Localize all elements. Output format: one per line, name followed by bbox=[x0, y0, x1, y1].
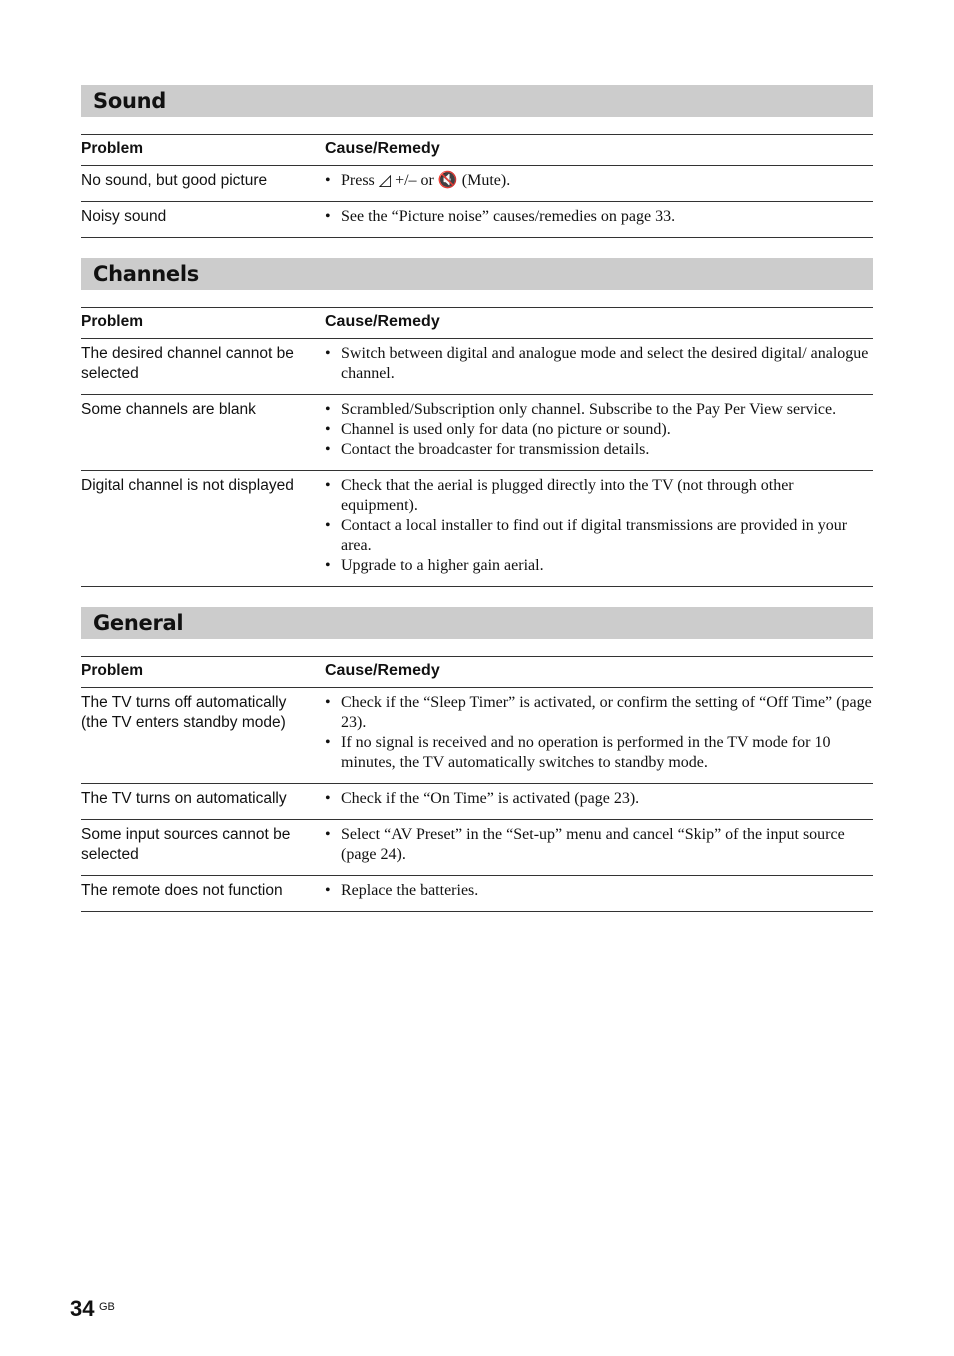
column-header-remedy: Cause/Remedy bbox=[325, 135, 873, 166]
problem-cell: The TV turns off automatically (the TV enters standby mode) bbox=[81, 688, 325, 784]
remedy-cell bbox=[325, 876, 873, 912]
channels-table bbox=[81, 307, 873, 587]
general-table bbox=[81, 656, 873, 912]
page-region-code: GB bbox=[99, 1301, 115, 1313]
remedy-cell bbox=[325, 166, 873, 202]
remedy-item: • Scrambled/Subscription only channel. Subscribe to the Pay Per View service. bbox=[325, 400, 873, 420]
section-title: General bbox=[93, 611, 184, 635]
remedy-cell bbox=[325, 784, 873, 820]
problem-cell: Some input sources cannot be selected bbox=[81, 820, 325, 876]
column-header-remedy: Cause/Remedy bbox=[325, 657, 873, 688]
problem-cell: Noisy sound bbox=[81, 202, 325, 238]
table-row bbox=[81, 471, 873, 587]
table-row bbox=[81, 688, 873, 784]
remedy-cell bbox=[325, 339, 873, 395]
remedy-item: • Select “AV Preset” in the “Set-up” menu and cancel “Skip” of the input source (page 24). bbox=[325, 825, 873, 865]
column-header-problem: Problem bbox=[81, 657, 325, 688]
table-row bbox=[81, 395, 873, 471]
problem-cell: The remote does not function bbox=[81, 876, 325, 912]
remedy-item: • Switch between digital and analogue mode and select the desired digital/ analogue channel. bbox=[325, 344, 873, 384]
table-header-row bbox=[81, 135, 873, 166]
remedy-cell bbox=[325, 688, 873, 784]
sound-table bbox=[81, 134, 873, 238]
remedy-item: • Check if the “On Time” is activated (page 23). bbox=[325, 789, 873, 809]
section-title: Channels bbox=[93, 262, 199, 286]
remedy-item: • Channel is used only for data (no picture or sound). bbox=[325, 420, 873, 440]
remedy-cell bbox=[325, 202, 873, 238]
section-header-sound bbox=[81, 85, 873, 117]
table-row bbox=[81, 784, 873, 820]
table-row bbox=[81, 820, 873, 876]
table-row bbox=[81, 876, 873, 912]
column-header-remedy: Cause/Remedy bbox=[325, 308, 873, 339]
remedy-item: • See the “Picture noise” causes/remedies on page 33. bbox=[325, 207, 873, 227]
table-row bbox=[81, 202, 873, 238]
page-number: 34 bbox=[70, 1296, 95, 1321]
table-row bbox=[81, 339, 873, 395]
problem-cell: Digital channel is not displayed bbox=[81, 471, 325, 587]
column-header-problem: Problem bbox=[81, 308, 325, 339]
problem-cell: The desired channel cannot be selected bbox=[81, 339, 325, 395]
problem-cell: No sound, but good picture bbox=[81, 166, 325, 202]
problem-cell: Some channels are blank bbox=[81, 395, 325, 471]
remedy-item: • If no signal is received and no operation is performed in the TV mode for 10 minutes, the TV automatically switches to standby mode. bbox=[325, 733, 873, 773]
column-header-problem: Problem bbox=[81, 135, 325, 166]
remedy-item: • Contact the broadcaster for transmission details. bbox=[325, 440, 873, 460]
table-row bbox=[81, 166, 873, 202]
section-title: Sound bbox=[93, 89, 166, 113]
remedy-item: • Check that the aerial is plugged directly into the TV (not through other equipment). bbox=[325, 476, 873, 516]
table-header-row bbox=[81, 308, 873, 339]
remedy-cell bbox=[325, 471, 873, 587]
remedy-item: • Check if the “Sleep Timer” is activated, or confirm the setting of “Off Time” (page 23). bbox=[325, 693, 873, 733]
remedy-item: • Press ◿ +/– or 🔇 (Mute). bbox=[325, 171, 873, 191]
table-header-row bbox=[81, 657, 873, 688]
remedy-item: • Upgrade to a higher gain aerial. bbox=[325, 556, 873, 576]
remedy-item: • Contact a local installer to find out if digital transmissions are provided in your area. bbox=[325, 516, 873, 556]
problem-cell: The TV turns on automatically bbox=[81, 784, 325, 820]
remedy-cell bbox=[325, 820, 873, 876]
section-header-general bbox=[81, 607, 873, 639]
remedy-item: • Replace the batteries. bbox=[325, 881, 873, 901]
remedy-cell bbox=[325, 395, 873, 471]
section-header-channels bbox=[81, 258, 873, 290]
troubleshooting-content bbox=[81, 85, 873, 932]
